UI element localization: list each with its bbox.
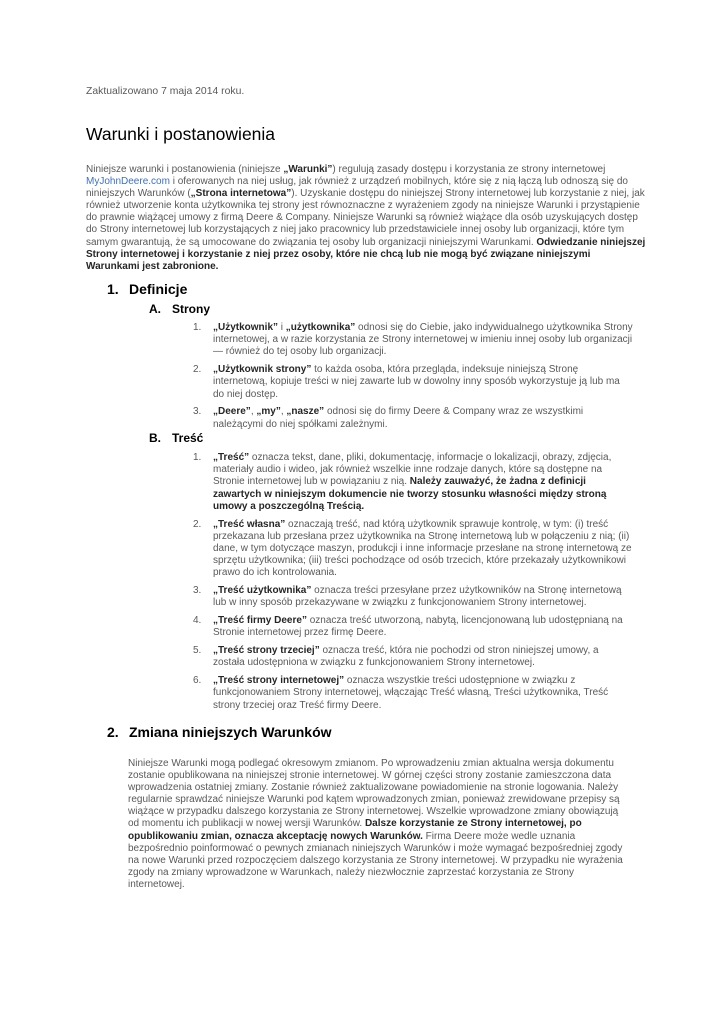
defined-term: „Użytkownik” bbox=[213, 322, 279, 333]
intro-prohibition: Odwiedzanie niniejszej Strony internetowej i korzystanie z niej przez osoby, które nie chcą lub nie mogą być związane niniejszymi Warunkami jest zabronione. bbox=[86, 236, 646, 272]
item-number: 4. bbox=[193, 615, 202, 627]
strony-definitions-list bbox=[193, 322, 633, 436]
acceptance-note: Dalsze korzystanie ze Strony internetowej, po opublikowaniu zmian, oznacza akceptację nowych Warunków. bbox=[128, 818, 582, 842]
item-text: to każda osoba, która przegląda, indeksuje niniejszą Stronę internetową, kopiuje treści w niej zawarte lub w dowolny inny sposób wykorzystuje ją lub ma do niej dostęp. bbox=[213, 364, 620, 400]
subsection-title: Strony bbox=[172, 302, 211, 316]
paragraph-text: Firma Deere może wedle uznania bezpośrednio poinformować o pewnych zmianach niniejszych Warunków i może wymagać bezpośredniej zgody na nowe Warunki przed rozpoczęciem dalszego korzystania ze Strony internetowej. W przypadku nie wyrażenia zgody na zmiany wprowadzone w Warunkach, należy niezwłocznie zaprzestać korzystania ze Strony internetowej. bbox=[128, 830, 623, 890]
item-number: 2. bbox=[193, 518, 202, 530]
changes-paragraph bbox=[128, 758, 628, 891]
item-number: 2. bbox=[193, 364, 202, 376]
intro-term-strona: „Strona internetowa” bbox=[190, 188, 292, 200]
item-text: oznaczają treść, nad którą użytkownik sprawuje kontrolę, w tym: (i) treść przekazana lub przesłana przez użytkownika na Stronę internetową lub w połączeniu z nią; (ii) dane, w tym dotyczące maszyn, produkcji i inne informacje przesłane na stronę internetową ze sprzętu użytkownika; (iii) treści pochodzące od osób trzecich, które przekazały użytkownikowi prawo do ich kontrolowania. bbox=[213, 518, 632, 579]
website-link[interactable]: MyJohnDeere.com bbox=[86, 176, 170, 188]
defined-term: „Treść” bbox=[213, 452, 250, 463]
item-number: 5. bbox=[193, 645, 202, 657]
item-text: odnosi się do Ciebie, jako indywidualnego użytkownika Strony internetowej, a w razie korzystania ze Strony internetowej w imieniu innej osoby lub organizacji — również do tej osoby lub organizacji. bbox=[213, 322, 633, 358]
item-text: , bbox=[280, 406, 287, 418]
defined-term: „my” bbox=[256, 406, 281, 418]
important-note: Należy zauważyć, że żadna z definicji zawartych w niniejszym dokumencie nie tworzy stosunku własności między stroną umowy a poszczególną Treścią. bbox=[213, 476, 607, 512]
item-text: oznacza treść, która nie pochodzi od stron niniejszej umowy, a została udostępniona w związku z funkcjonowaniem Strony internetowej. bbox=[213, 645, 599, 669]
item-text: i bbox=[278, 322, 286, 333]
defined-term: „nasze” bbox=[286, 406, 325, 418]
intro-paragraph bbox=[86, 164, 646, 273]
defined-term: „Treść użytkownika” bbox=[213, 585, 312, 597]
list-item bbox=[193, 585, 633, 609]
item-text: oznacza tekst, dane, pliki, dokumentację, informacje o lokalizacji, obrazy, zdjęcia, materiały audio i wideo, jak również wszelkie inne rodzaje danych, które są dostępne na Stronie internetowej lub w powiązaniu z nią. bbox=[213, 452, 612, 488]
list-item bbox=[193, 518, 633, 580]
item-number: 1. bbox=[193, 452, 202, 463]
subsection-letter: A. bbox=[149, 302, 161, 316]
section-title: Zmiana niniejszych Warunków bbox=[129, 724, 332, 740]
item-text: oznacza treści przesyłane przez użytkowników na Stronę internetową lub w inny sposób przekazywane w związku z funkcjonowaniem Strony internetowej. bbox=[213, 585, 622, 609]
item-number: 6. bbox=[193, 675, 202, 687]
intro-term-warunki: „Warunki” bbox=[283, 164, 333, 175]
subsection-letter: B. bbox=[149, 431, 161, 445]
item-text: odnosi się do firmy Deere & Company wraz ze wszystkimi należącymi do niej spółkami zależnymi. bbox=[213, 406, 584, 430]
item-text: , bbox=[250, 406, 257, 418]
intro-text: i oferowanych na niej usług, jak również z urządzeń mobilnych, które się z nią łączą lub odnoszą się do niniejszych Warunków ( bbox=[86, 176, 628, 200]
item-text: oznacza treść utworzoną, nabytą, licencjonowaną lub udostępnianą na Stronie internetowej przez firmę Deere. bbox=[213, 615, 623, 639]
page-title: Warunki i postanowienia bbox=[86, 124, 276, 144]
intro-text: ) regulują zasady dostępu i korzystania ze strony internetowej bbox=[332, 164, 606, 175]
item-text: oznacza wszystkie treści udostępnione w związku z funkcjonowaniem Strony internetowej, włączając Treść własną, Treści użytkownika, Treść strony trzeciej oraz Treść firmy Deere. bbox=[213, 675, 609, 711]
section-heading-definicje bbox=[107, 281, 187, 297]
list-item bbox=[193, 615, 633, 639]
last-updated-note: Zaktualizowano 7 maja 2014 roku. bbox=[86, 86, 245, 97]
list-item bbox=[193, 364, 633, 401]
list-item bbox=[193, 675, 633, 712]
item-number: 1. bbox=[193, 322, 202, 333]
section-number: 1. bbox=[107, 281, 119, 297]
subsection-title: Treść bbox=[172, 431, 204, 445]
list-item bbox=[193, 645, 633, 669]
defined-term: „Treść firmy Deere” bbox=[213, 615, 307, 627]
item-number: 3. bbox=[193, 585, 202, 597]
section-title: Definicje bbox=[129, 281, 188, 297]
section-number: 2. bbox=[107, 724, 119, 740]
intro-text: ). Uzyskanie dostępu do niniejszej Strony internetowej lub korzystanie z niej, jak również utworzenie konta użytkownika tej strony jest równoznaczne z wyrażeniem zgody na niniejsze Warunki i przystąpienie do prawnie wiążącej umowy z firmą Deere & Company. Niniejsze Warunki są również wiążące dla osób uzyskujących dostęp do Strony internetowej lub korzystających z niej jako pracownicy lub przedstawiciele innej osoby lub organizacji, które tym samym gwarantują, że są umocowane do związania tej osoby lub organizacji niniejszymi Warunkami. bbox=[86, 188, 645, 248]
tresc-definitions-list bbox=[193, 452, 633, 717]
section-heading-zmiana bbox=[107, 724, 332, 740]
list-item bbox=[193, 452, 633, 513]
defined-term: „Deere” bbox=[213, 406, 251, 418]
defined-term: „użytkownika” bbox=[285, 322, 356, 333]
defined-term: „Treść strony trzeciej” bbox=[213, 645, 320, 657]
paragraph-text: Niniejsze Warunki mogą podlegać okresowym zmianom. Po wprowadzeniu zmian aktualna wersja dokumentu zostanie opublikowana na niniejszej stronie internetowej. W górnej części strony zostanie zamieszczona data wprowadzenia ostatniej zmiany. Zostanie również zaktualizowane powiadomienie na stronie logowania. Należy regularnie sprawdzać niniejsze Warunki pod kątem wprowadzonych zmian, ponieważ zrewidowane przepisy są wiążące w przypadku dalszego korzystania ze Strony internetowej. Wszelkie wprowadzone zmiany obowiązują od momentu ich publikacji w nowej wersji Warunków. bbox=[128, 758, 620, 830]
subsection-heading-tresc bbox=[149, 431, 203, 445]
defined-term: „Treść strony internetowej” bbox=[213, 675, 345, 687]
subsection-heading-strony bbox=[149, 302, 210, 316]
item-number: 3. bbox=[193, 406, 202, 418]
intro-text: Niniejsze warunki i postanowienia (niniejsze bbox=[86, 164, 284, 175]
defined-term: „Użytkownik strony” bbox=[213, 364, 312, 376]
defined-term: „Treść własna” bbox=[213, 518, 286, 530]
list-item bbox=[193, 322, 633, 359]
list-item bbox=[193, 406, 633, 430]
